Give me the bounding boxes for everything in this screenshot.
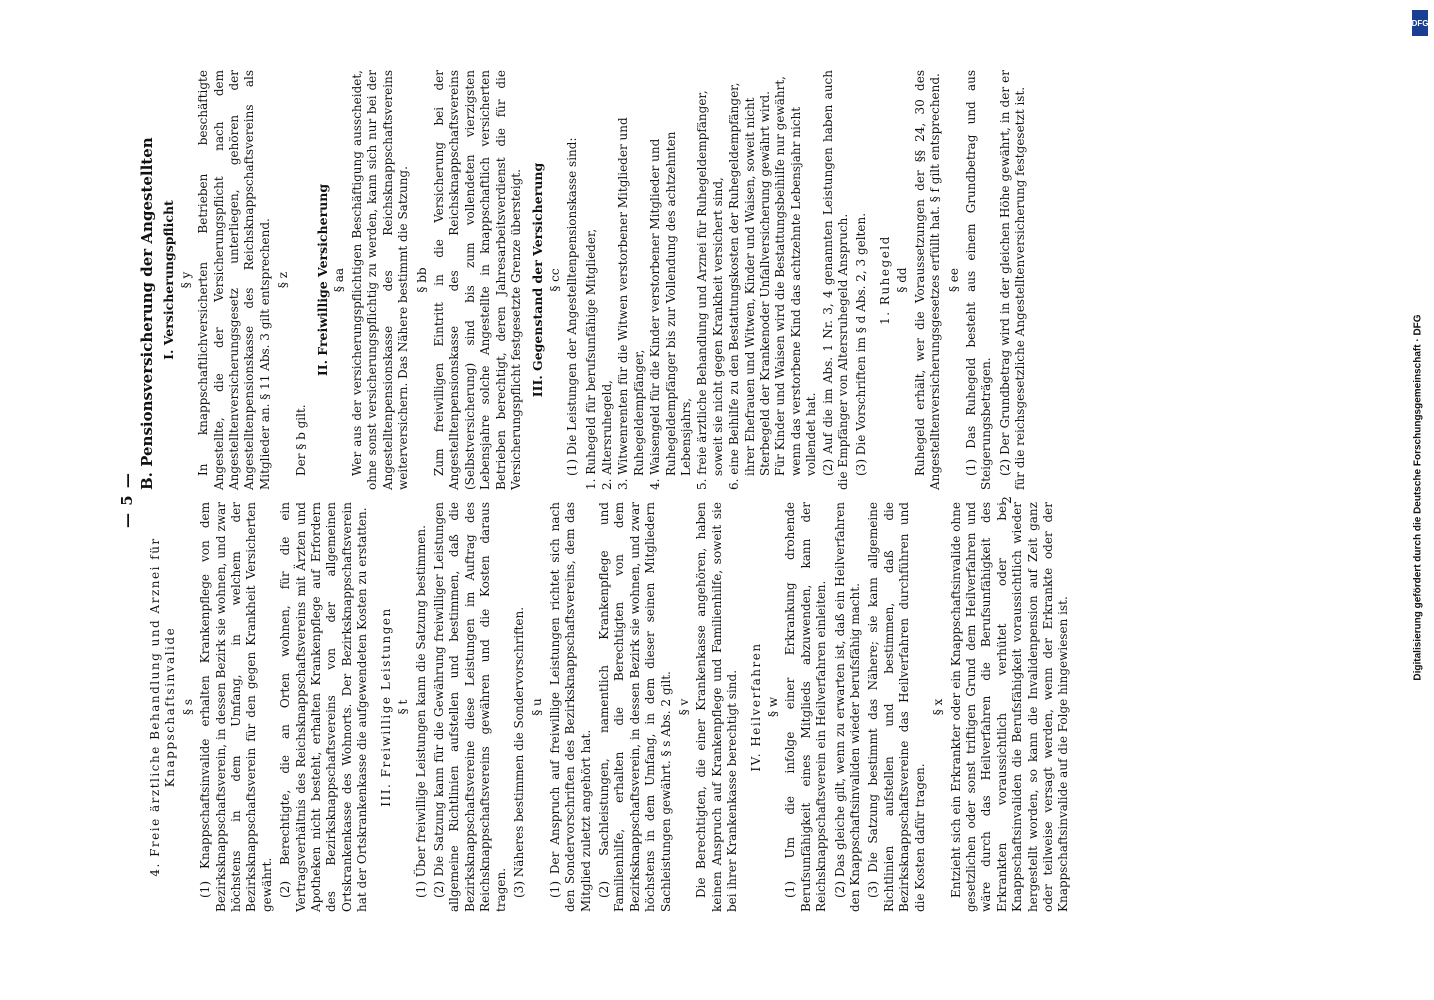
left-column bbox=[140, 502, 1075, 912]
list-item: 5. freie ärztliche Behandlung und Arznei für Ruhegeldempfänger, soweit sie nicht gegen Krankheit versichert sind, bbox=[695, 90, 725, 490]
paragraph-sign: § aa bbox=[332, 267, 347, 293]
paragraph-text: (2) Auf die im Abs. 1 Nr. 3, 4 genannten Leistungen haben auch die Empfänger von Altersruhegeld Anspruch. bbox=[820, 70, 851, 490]
paragraph-text: (2) Das gleiche gilt, wenn zu erwarten ist, daß ein Heilverfahren den Knappschaftsinvaliden wieder berufsfähig macht. bbox=[832, 502, 863, 912]
subsection-heading: 1. Ruhegeld bbox=[877, 235, 892, 325]
paragraph-text: (1) Über freiwillige Leistungen kann die Satzung bestimmen. bbox=[413, 525, 428, 898]
paragraph-text: (2) Sachleistungen, namentlich Krankenpflege und Familienhilfe, erhalten die Berechtigten von dem Bezirksknappschaftsverein, in dessen Bezirk sie wohnen, und zwar höchstens in dem Umfang, in dem dieser seinen Mitgliedern Sachleistungen gewährt. § s Abs. 2 gilt. bbox=[596, 502, 673, 912]
paragraph-text: Ruhegeld erhält, wer die Voraussetzungen der §§ 24, 30 des Angestelltenversicherungsgesetzes erfüllt hat. § f gilt entsprechend. bbox=[912, 70, 943, 490]
paragraph-sign: § s bbox=[180, 699, 195, 715]
page-header: — 5 — bbox=[118, 472, 136, 528]
paragraph-sign: § cc bbox=[547, 268, 562, 292]
paragraph-text: (1) Der Anspruch auf freiwillige Leistungen richtet sich nach den Sondervorschriften des Bezirksknappschaftsvereins, dem das Mitglied zuletzt angehört hat. bbox=[547, 502, 593, 912]
digitization-note bbox=[1408, 10, 1428, 990]
digitization-note-text: Digitalisierung gefördert durch die Deutsche Forschungsgemeinschaft · DFG bbox=[1412, 314, 1424, 681]
paragraph-text: In knappschaftlichversicherten Betrieben beschäftigte Angestellte, die der Versicherungspflicht nach dem Angestelltenversicherungsgesetz unterliegen, gehören der Angestelltenpensionskasse des Reichsknappschaftsvereins als Mitglieder an. § 11 Abs. 3 gilt entsprechend. bbox=[196, 70, 272, 490]
paragraph-text: Wer aus der versicherungspflichtigen Beschäftigung ausscheidet, ohne sonst versicherungspflichtig zu werden, kann sich nur bei der Angestelltenpensionskasse des Reichsknappschaftsvereins weiterversichern. Das Nähere bestimmt die Satzung. bbox=[349, 70, 411, 490]
paragraph-text: (3) Näheres bestimmen die Sondervorschriften. bbox=[511, 606, 526, 898]
list-item: 2. Altersruhegeld, bbox=[599, 380, 614, 490]
paragraph-sign: § ee bbox=[946, 267, 961, 293]
paragraph-sign: § bb bbox=[414, 267, 429, 293]
paragraph-sign: § t bbox=[396, 699, 411, 715]
paragraph-text: (1) Die Leistungen der Angestelltenpensionskasse sind: bbox=[565, 137, 580, 476]
paragraph-text: (1) Knappschaftsinvalide erhalten Krankenpflege von dem Bezirksknappschaftsverein, in dessen Bezirk sie wohnen, und zwar höchstens in dem Umfang, in welchem der Bezirksknappschaftsverein für den gegen Krankheit Versicherten gewährt. bbox=[198, 502, 274, 912]
paragraph-sign: § dd bbox=[895, 267, 910, 293]
paragraph-sign: § y bbox=[178, 271, 193, 289]
list-item: 3. Witwenrenten für die Witwen verstorbener Mitglieder und Ruhegeldempfänger, bbox=[616, 117, 646, 490]
paragraph-text: Der § b gilt. bbox=[293, 404, 308, 476]
paragraph-text: Entzieht sich ein Erkrankter oder ein Knappschaftsinvalide ohne gesetzlichen oder sonst triftigen Grund dem Heilverfahren und wäre durch das Heilverfahren die Berufsunfähigkeit des Erkrankten voraussichtlich verhütet oder bei Knappschaftsinvaliden die Berufsfähigkeit voraussichtlich wieder hergestellt worden, so kann die Invalidenpension auf Zeit ganz oder teilweise versagt werden, wenn der Erkrankte oder der Knappschaftsinvalide auf die Folge hingewiesen ist. bbox=[948, 502, 1071, 912]
paragraph-text: (1) Um die infolge einer Erkrankung drohende Berufsunfähigkeit eines Mitglieds abzuwenden, kann der Reichsknappschaftsverein ein Heilverfahren einleiten. bbox=[783, 502, 829, 912]
list-item: 4. Waisengeld für die Kinder verstorbener Mitglieder und Ruhegeldempfänger bis zur Vollendung des achtzehnten Lebensjahrs, bbox=[648, 131, 693, 490]
paragraph-sign: § v bbox=[677, 698, 691, 716]
paragraph-text: (3) Die Vorschriften im § d Abs. 2, 3 gelten. bbox=[854, 212, 869, 476]
paragraph-sign: § x bbox=[931, 698, 946, 716]
section-heading: 4. Freie ärztliche Behandlung und Arznei für Knappschaftsinvalide bbox=[148, 537, 178, 877]
paragraph-text: Die Berechtigten, die einer Krankenkasse angehören, haben keinen Anspruch auf Krankenpflege und Familienhilfe, soweit sie bei ihrer Krankenkasse berechtigt sind. bbox=[694, 502, 740, 912]
list-item: 6. eine Beihilfe zu den Bestattungskosten der Ruhegeldempfänger, ihrer Ehefrauen und Witwen, Kinder und Waisen, soweit nicht Sterbegeld der Krankenoder Unfallversicherung gewährt wird. Für Kinder und Waisen wird die Bestattungsbeihilfe nur gewährt, wenn das verstorbene Kind das achtzehnte Lebensjahr nicht vollendet hat. bbox=[727, 76, 819, 490]
section-heading: II. Freiwillige Versicherung bbox=[315, 183, 331, 377]
paragraph-text: (2) Die Satzung kann für die Gewährung freiwilliger Leistungen allgemeine Richtlinien aufstellen und bestimmen, daß die Bezirksknappschaftsvereine diese Leistungen im Auftrag des Reichsknappschaftsvereins gewähren und die Kosten daraus tragen. bbox=[431, 502, 508, 912]
section-heading: IV. Heilverfahren bbox=[748, 642, 763, 772]
paragraph-text: (1) Das Ruhegeld besteht aus einem Grundbetrag und aus Steigerungsbeträgen. bbox=[963, 70, 994, 490]
paragraph-text: (2) Berechtigte, die an Orten wohnen, für die ein Vertragsverhältnis des Reichsknappschaftsvereins mit Ärzten und Apotheken nicht besteht, erhalten Krankenpflege auf Erfordern des Bezirksknappschaftsvereins von der allgemeinen Ortskrankenkasse des Wohnorts. Der Bezirksknappschaftsverein hat der Ortskrankenkasse die aufgewendeten Kosten zu erstatten. bbox=[278, 502, 370, 912]
list-item: 1. Ruhegeld für berufsunfähige Mitglieder, bbox=[583, 228, 598, 490]
dfg-logo: DFG bbox=[1412, 10, 1428, 36]
section-heading: III. Gegenstand der Versicherung bbox=[530, 162, 546, 398]
paragraph-sign: § w bbox=[766, 696, 781, 718]
paragraph-sign: § z bbox=[276, 271, 291, 289]
paragraph-sign: § u bbox=[530, 698, 545, 716]
part-heading: B. Pensionsversicherung der Angestellten bbox=[138, 137, 156, 490]
page-number: 2 bbox=[1000, 496, 1014, 504]
section-heading: III. Freiwillige Leistungen bbox=[378, 607, 393, 807]
section-heading: I. Versicherungspflicht bbox=[161, 200, 177, 360]
paragraph-text: (2) Der Grundbetrag wird in der gleichen Höhe gewährt, in der er für die reichsgesetzliche Angestelltenversicherung festgesetzt ist. bbox=[997, 70, 1028, 490]
right-column bbox=[140, 70, 1032, 490]
paragraph-text: Zum freiwilligen Eintritt in die Versicherung bei der Angestelltenpensionskasse des Reichsknappschaftsvereins (Selbstversicherung) sind bis zum vollendeten vierzigsten Lebensjahre solche Angestellte in knappschaftlich versicherten Betrieben berechtigt, deren Jahresarbeitsverdienst die für die Versicherungspflicht festgesetzte Grenze übersteigt. bbox=[431, 70, 523, 490]
paragraph-text: (3) Die Satzung bestimmt das Nähere; sie kann allgemeine Richtlinien aufstellen und bestimmen, daß die Bezirksknappschaftsvereine das Heilverfahren durchführen und die Kosten dafür tragen. bbox=[866, 502, 927, 912]
